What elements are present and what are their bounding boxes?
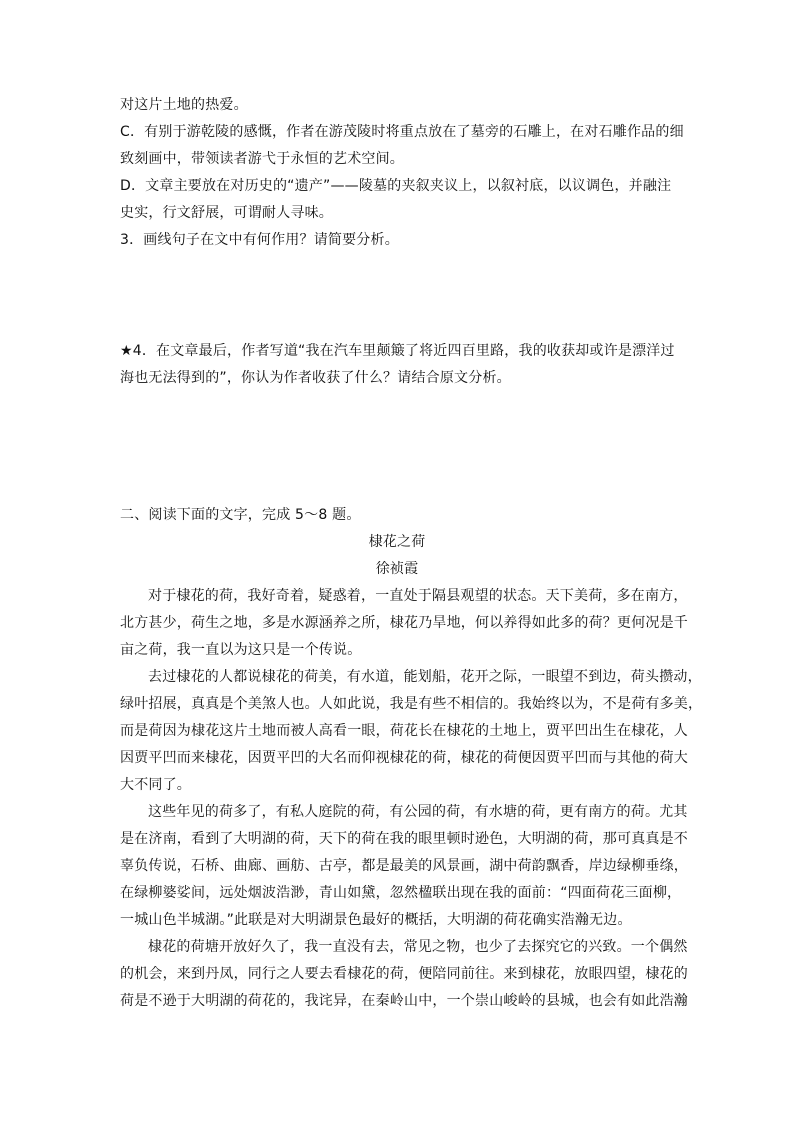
paragraph-line: 而是荷因为棣花这片土地而被人高看一眼，荷花长在棣花的土地上，贾平凹出生在棣花，人 xyxy=(120,723,688,739)
section-heading: 二、阅读下面的文字，完成 5～8 题。 xyxy=(120,507,361,523)
paragraph-line: 大不同了。 xyxy=(120,777,191,793)
paragraph-line: 是在济南，看到了大明湖的荷，天下的荷在我的眼里顿时逊色，大明湖的荷，那可真真是不 xyxy=(120,831,688,847)
paragraph-line: 一城山色半城湖。”此联是对大明湖景色最好的概括，大明湖的荷花确实浩瀚无边。 xyxy=(120,912,632,928)
article-title: 棣花之荷 xyxy=(368,534,426,550)
paragraph-line: 在绿柳婆娑间，远处烟波浩渺，青山如黛，忽然楹联出现在我的面前：“四面荷花三面柳， xyxy=(120,885,682,901)
paragraph-line: 棣花的荷塘开放好久了，我一直没有去，常见之物，也少了去探究它的兴致。一个偶然 xyxy=(148,939,688,955)
paragraph-line: 对于棣花的荷，我好奇着，疑惑着，一直处于隔县观望的状态。天下美荷，多在南方， xyxy=(148,588,688,604)
option-d-line: D．文章主要放在对历史的“遗产”——陵墓的夹叙夹议上，以叙衬底，以议调色，并融注 xyxy=(120,178,672,194)
question-3: 3．画线句子在文中有何作用？请简要分析。 xyxy=(120,232,399,248)
paragraph-line: 的机会，来到丹凤，同行之人要去看棣花的荷，便陪同前往。来到棣花，放眼四望，棣花的 xyxy=(120,966,688,982)
text-line: 对这片土地的热爱。 xyxy=(120,97,248,113)
question-4: ★4．在文章最后，作者写道“我在汽车里颠簸了将近四百里路，我的收获却或许是漂洋过 xyxy=(120,343,675,359)
text-line: 海也无法得到的”，你认为作者收获了什么？请结合原文分析。 xyxy=(120,370,511,386)
article-author: 徐祯霞 xyxy=(375,561,419,577)
paragraph-line: 绿叶招展，真真是个美煞人也。人如此说，我是有些不相信的。我始终以为，不是荷有多美， xyxy=(120,696,703,712)
text-line: 致刻画中，带领读者游弋于永恒的艺术空间。 xyxy=(120,151,404,167)
paragraph-line: 辜负传说，石桥、曲廊、画舫、古亭，都是最美的风景画，湖中荷韵飘香，岸边绿柳垂绦， xyxy=(120,858,688,874)
paragraph-line: 亩之荷，我一直以为这只是一个传说。 xyxy=(120,642,362,658)
paragraph-line: 北方甚少，荷生之地，多是水源涵养之所，棣花乃旱地，何以养得如此多的荷？更何况是千 xyxy=(120,615,688,631)
paragraph-line: 去过棣花的人都说棣花的荷美，有水道，能划船，花开之际，一眼望不到边，荷头攒动， xyxy=(148,669,702,685)
paragraph-line: 因贾平凹而来棣花，因贾平凹的大名而仰视棣花的荷，棣花的荷便因贾平凹而与其他的荷大 xyxy=(120,750,688,766)
option-c-line: C．有别于游乾陵的感慨，作者在游茂陵时将重点放在了墓旁的石雕上，在对石雕作品的细 xyxy=(120,124,684,140)
paragraph-line: 这些年见的荷多了，有私人庭院的荷，有公园的荷，有水塘的荷，更有南方的荷。尤其 xyxy=(148,804,688,820)
text-line: 史实，行文舒展，可谓耐人寻味。 xyxy=(120,205,333,221)
paragraph-line: 荷是不逊于大明湖的荷花的，我诧异，在秦岭山中，一个崇山峻岭的县城，也会有如此浩瀚 xyxy=(120,993,688,1009)
